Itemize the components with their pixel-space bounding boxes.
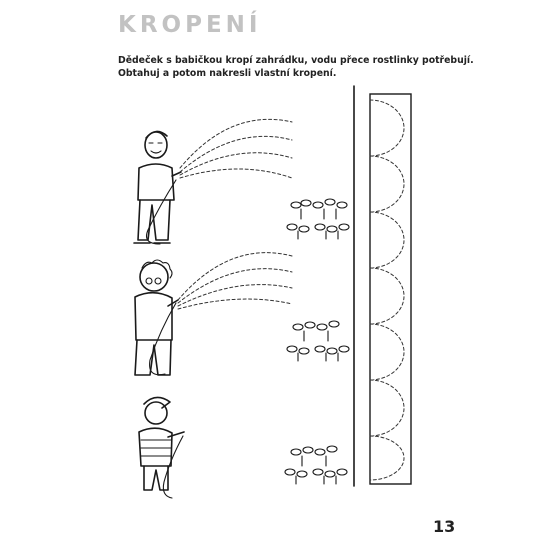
- page-number: 13: [433, 517, 456, 536]
- boy-figure: [139, 397, 184, 498]
- water-arcs-grandfather: [180, 119, 292, 178]
- instruction-line-2: Obtahuj a potom nakresli vlastní kropení.: [118, 68, 337, 79]
- page-title: KROPENÍ: [118, 12, 262, 38]
- grandfather-figure: [134, 131, 181, 244]
- tracing-box: [370, 94, 411, 484]
- plants-top: [287, 199, 349, 239]
- plants-middle: [287, 321, 349, 361]
- water-arcs-grandmother: [178, 253, 292, 309]
- grandmother-figure: [135, 260, 178, 375]
- instruction-line-1: Dědeček s babičkou kropí zahrádku, vodu přece rostlinky potřebují.: [118, 55, 474, 66]
- plants-bottom: [285, 446, 347, 484]
